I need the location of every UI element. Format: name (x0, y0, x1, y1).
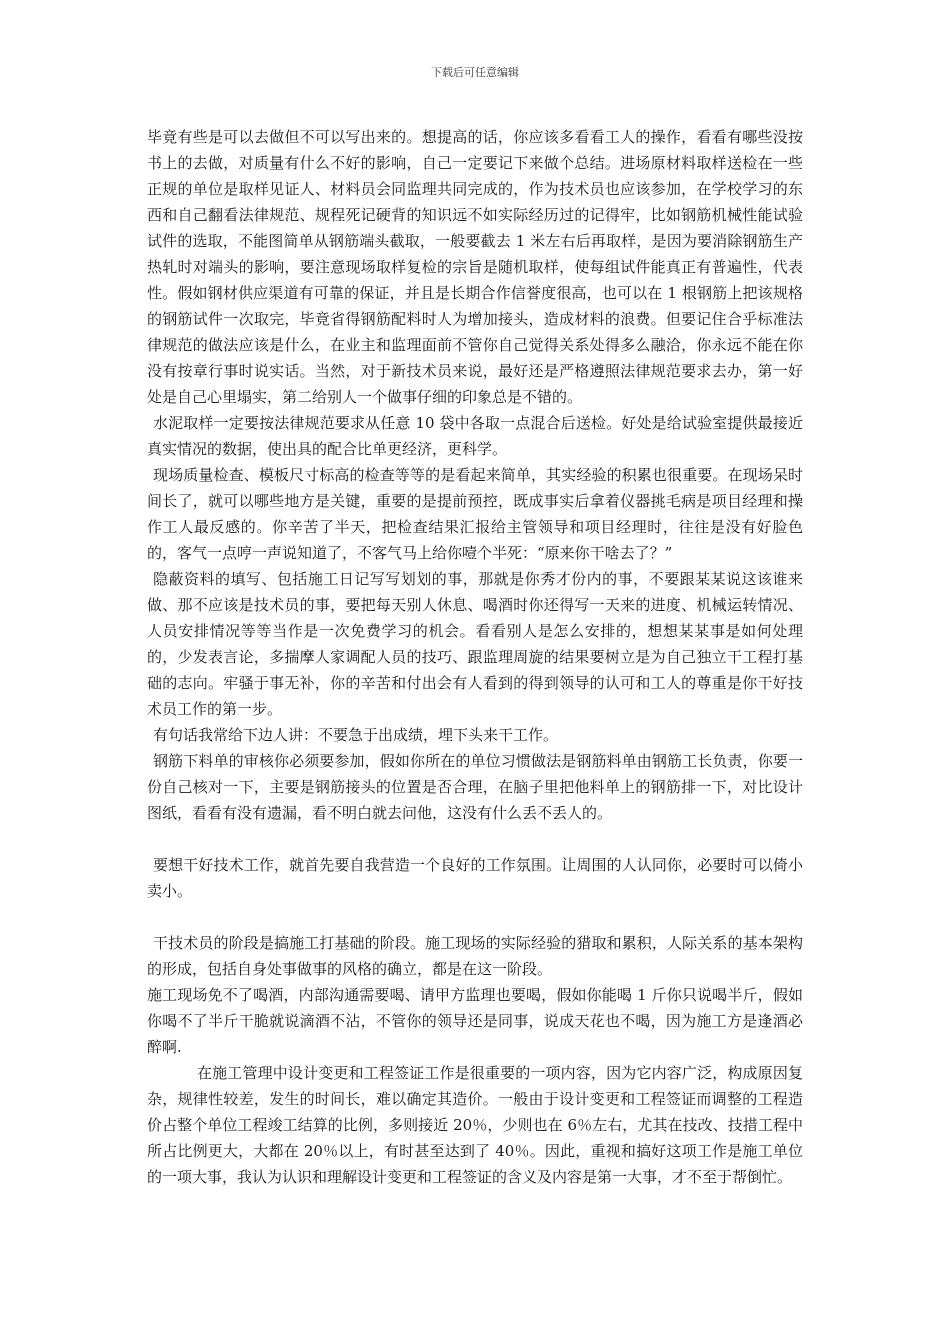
paragraph-cement-sampling: 水泥取样一定要按法律规范要求从任意 10 袋中各取一点混合后送检。好处是给试验室提供最接近真实情况的数据，使出具的配合比单更经济，更科学。 (147, 414, 803, 458)
paragraph-technician-stage: 干技术员的阶段是搞施工打基础的阶段。施工现场的实际经验的猎取和累积，人际关系的基本架构的形成，包括自身处事做事的风格的确立，都是在这一阶段。 (147, 934, 803, 978)
document-body (147, 124, 803, 1190)
paragraph-work-atmosphere: 要想干好技术工作，就首先要自我营造一个良好的工作氛围。让周围的人认同你，必要时可以倚小卖小。 (147, 856, 803, 900)
paragraph-concealed-records: 隐蔽资料的填写、包括施工日记写写划划的事，那就是你秀才份内的事，不要跟某某说这该谁来做、那不应该是技术员的事，要把每天别人休息、喝酒时你还得写一天来的进度、机械运转情况、人员安排情况等等当作是一次免费学习的机会。看看别人是怎么安排的，想想某某事是如何处理的，少发表言论，多揣摩人家调配人员的技巧、跟监理周旋的结果要树立是为自己独立干工程打基础的志向。牢骚于事无补，你的辛苦和付出会有人看到的得到领导的认可和工人的尊重是你干好技术员工作的第一步。 (147, 570, 803, 718)
paragraph-material-sampling: 毕竟有些是可以去做但不可以写出来的。想提高的话，你应该多看看工人的操作，看看有哪些没按书上的去做，对质量有什么不好的影响，自己一定要记下来做个总结。进场原材料取样送检在一些正规的单位是取样见证人、材料员会同监理共同完成的，作为技术员也应该参加，在学校学习的东西和自己翻看法律规范、规程死记硬背的知识远不如实际经历过的记得牢，比如钢筋机械性能试验试件的选取，不能图简单从钢筋端头截取，一般要截去 1 米左右后再取样，是因为要消除钢筋生产热轧时对端头的影响，要注意现场取样复检的宗旨是随机取样，使每组试件能真正有普遍性，代表性。假如钢材供应渠道有可靠的保证，并且是长期合作信誉度很高，也可以在 1 根钢筋上把该规格的钢筋试件一次取完，毕竟省得钢筋配料时人为增加接头，造成材料的浪费。但要记住合乎标准法律规范的做法应该是什么，在业主和监理面前不管你自己觉得关系处得多么融洽，你永远不能在你没有按章行事时说实话。当然，对于新技术员来说，最好还是严格遵照法律规范要求去办，第一好处是自己心里塌实，第二给别人一个做事仔细的印象总是不错的。 (147, 128, 803, 406)
paragraph-advice-quote: 有句话我常给下边人讲：不要急于出成绩，埋下头来干工作。 (153, 726, 559, 744)
paragraph-quality-inspection: 现场质量检查、模板尺寸标高的检查等等的是看起来简单，其实经验的积累也很重要。在现场呆时间长了，就可以哪些地方是关键，重要的是提前预控，既成事实后拿着仪器挑毛病是项目经理和操作工人最反感的。你辛苦了半天，把检查结果汇报给主管领导和项目经理时，往往是没有好脸色的，客气一点哼一声说知道了，不客气马上给你噎个半死：“原来你干啥去了？” (147, 466, 803, 562)
paragraph-drinking: 施工现场免不了喝酒，内部沟通需要喝、请甲方监理也要喝，假如你能喝 1 斤你只说喝半斤，假如你喝不了半斤干脆就说滴酒不沾，不管你的领导还是同事，说成天花也不喝，因为施工方是逢酒必醉啊. (147, 986, 803, 1056)
paragraph-rebar-review: 钢筋下料单的审核你必须要参加，假如你所在的单位习惯做法是钢筋料单由钢筋工长负责，你要一份自己核对一下，主要是钢筋接头的位置是否合理，在脑子里把他料单上的钢筋排一下，对比设计图纸，看看有没有遗漏，看不明白就去问他，这没有什么丢不丢人的。 (147, 752, 803, 822)
page-header: 下载后可任意编辑 (431, 66, 519, 79)
paragraph-design-changes: 在施工管理中设计变更和工程签证工作是很重要的一项内容，因为它内容广泛，构成原因复杂，规律性较差，发生的时间长，难以确定其造价。一般由于设计变更和工程签证而调整的工程造价占整个单位工程竣工结算的比例，多则接近 20％，少则也在 6％左右，尤其在技改、技措工程中所占比例更大，大都在 20％以上，有时甚至达到了 40％。因此，重视和搞好这项工作是施工单位的一项大事，我认为认识和理解设计变更和工程签证的含义及内容是第一大事，才不至于帮倒忙。 (147, 1064, 803, 1186)
